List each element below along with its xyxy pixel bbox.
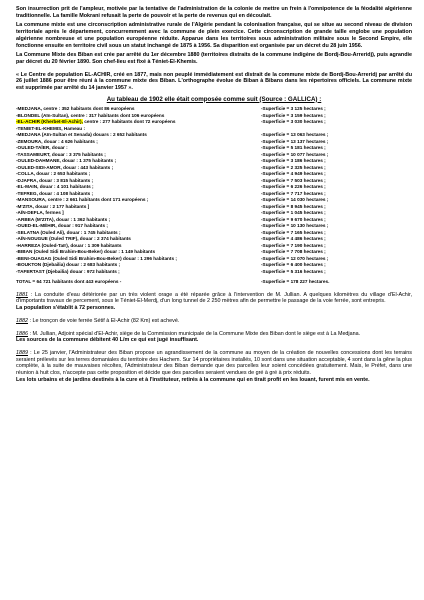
superficie-entry: -Superficie = 7 190 hectares ;	[261, 242, 326, 248]
commune-entry: -COLLA, douar : 2 653 habitants ;	[16, 171, 91, 177]
commune-entry: -MEDJANA, centre : 352 habitants dont 86 européens	[16, 106, 135, 112]
commune-entry: -EL-MAIN, douar : 4 101 habitants ;	[16, 184, 94, 190]
table-total-row	[16, 279, 412, 286]
commune-entry: -MANSOURA, centre : 2 661 habitants dont 171 européens ;	[16, 197, 149, 203]
superficie-entry: -Superficie = 2 325 hectares ;	[261, 164, 326, 170]
commune-entry: -MEDJANA (Aïn-Sultan et Senada) douars : 2 652 habitants	[16, 132, 147, 138]
commune-entry: -BOUKTON (Djebailia) douar : 2 683 habitants ;	[16, 262, 121, 268]
commune-entry: -AÏN-DEFLA, fermes ]	[16, 210, 64, 216]
superficie-entry: -Superficie = 13 137 hectares ;	[261, 138, 329, 144]
intro-paragraph-2: La commune mixte est une circonscription administrative rurale de l'Algérie pendant la colonisation française, qui se situe au second niveau de division territoriale après le département, concurremment avec la commune de plein exercice. Cette circonscription de grande taille englobe une population algérienne nombreuse et une population européenne réduite. Apparue dans les territoires sous administration militaire sous le Second Empire, elle fonctionne ensuite en territoire civil sous un statut inchangé de 1875 à 1956. Sa disparition est organisée par un décret du 28 juin 1956.	[16, 22, 412, 49]
superficie-entry: -Superficie = 7 165 hectares ;	[261, 229, 326, 235]
total-superficie: -Superficie = 178 227 hectares.	[261, 279, 330, 285]
event-paragraph	[16, 292, 412, 305]
table-title: Au tableau de 1902 elle était composée comme suit (Source : GALLICA) :	[106, 95, 322, 103]
event-text: : Le 25 janvier, l'Administrateur des Biban propose un agrandissement de la commune au moyen de la création de nouvelles concessions dont les terrains seraient prélevés sur les terres domaniales du territoire des Hachem. Sur 14 propriétaires installés, 10 sont dans une situation acceptable, 4 sont dans la gêne la plus complète, à la suite de mauvaises récoltes, l'Administrateur des Biban demande que des parcelles leur soient concédées gratuitement. Mais, le Préfet, dans une réunion à huit clos, n'accepte pas cette proposition et décide que des parcelles seraient vendues de gré à gré à prix réduits.	[16, 349, 412, 377]
superficie-entry: -Superficie = 9 670 hectares ;	[261, 216, 326, 222]
superficie-entry: -Superficie = 5 316 hectares ;	[261, 268, 326, 274]
event-year: 1882	[16, 317, 28, 324]
total-population: TOTAL = 64 721 habitants dont 443 européens -	[16, 279, 122, 285]
intro-paragraph-3: La Commune Mixte des Biban est crée par arrêté du 1er décembre 1880 (territoires distraits de la commune indigène de Bordj-Bou-Arreridj), puis agrandie par décret du 20 février 1890. Son chef-lieu est fixé à Téniet-El-Khemis.	[16, 52, 412, 65]
superficie-entry: -Superficie = 14 030 hectares ;	[261, 197, 329, 203]
superficie-entry: -Superficie = 4 949 hectares ;	[261, 171, 326, 177]
document-page	[16, 6, 412, 383]
commune-entry: -HARREZA (Ouled-Taïr), douar : 1 309 habitants	[16, 242, 122, 248]
commune-entry: -OULED-DAHMANE, douar : 1 375 habitants ;	[16, 158, 117, 164]
superficie-entry: -Superficie = 5 181 hectares ;	[261, 145, 326, 151]
superficie-entry: -Superficie = 1 045 hectares ;	[261, 210, 326, 216]
commune-entry: -TAFERTAST (Djebailia) douar : 972 habitants ;	[16, 268, 120, 274]
event-text: : La conduite d'eau détériorée par un très violent orage a été réparée grâce à l'intervention de M. Jullian. A quelques kilomètres du village d'El-Achir, d'importants travaux de percement, sous le Téniet-El-Merdj, d'un long tunnel de 2 250 mètres afin de permettre le passage de la voie ferrée, sont entrepris.	[16, 291, 412, 305]
commune-entry: -OULED-SIDI-AMOR, douar : 443 habitants ;	[16, 164, 114, 170]
commune-entry: -OUED-EL-MÉHIR, douar : 917 habitants ;	[16, 223, 108, 229]
commune-entry: -BLONDEL (Aïn-Sultan), centre : 317 habitants dont 106 européens	[16, 112, 165, 118]
commune-entry: -BIBAN (Ouled Sidi Brahim-Bou-Beker) douar : 1 149 habitants	[16, 249, 156, 255]
event-text: : M. Jullian, Adjoint spécial d'El-Achir, siège de la Commission municipale de la Commune Mixte des Biban dont le siège est à La Medjana.	[28, 330, 361, 337]
event-note: Les sources de la commune débitent 40 L/m ce qui est jugé insuffisant.	[16, 337, 199, 344]
commune-entry: -M'ZITA, douar : 2 177 habitants ]	[16, 203, 90, 209]
event-paragraph	[16, 350, 412, 377]
commune-entry: -BENI-OUAGAG (Ouled Sidi Brahim-Bou-Beker) douar : 1 296 habitants ;	[16, 255, 177, 261]
event-paragraph	[16, 318, 412, 325]
superficie-entry: -Superficie = 6 226 hectares ;	[261, 184, 326, 190]
commune-entry: -ZEMOURA, douar : 4 626 habitants ;	[16, 138, 98, 144]
commune-entry: -TASSAMEURT, douar : 3 375 habitants ;	[16, 151, 106, 157]
superficie-entry: -Superficie = 3 030 hectares ;	[261, 119, 326, 125]
highlighted-entry: -EL-ACHIR (Kherbet-El-Achir),	[16, 119, 83, 125]
superficie-entry: -Superficie = 7 708 hectares ;	[261, 249, 326, 255]
event-note: Les lots urbains et de jardins destinés à la cure et à l'instituteur, retirés à la commune qui en tirait profit en les louant, furent mis en vente.	[16, 376, 370, 383]
event-note: La population s'établit à 72 personnes.	[16, 305, 116, 312]
superficie-entry: -Superficie = 10 130 hectares ;	[261, 223, 329, 229]
superficie-entry: -Superficie = 7 717 hectares ;	[261, 190, 326, 196]
event-year: 1889	[16, 349, 28, 356]
superficie-entry: -Superficie = 8 945 hectares ;	[261, 203, 326, 209]
commune-entry: -ARBEA (M'ZITA), douar : 1 362 habitants ;	[16, 216, 111, 222]
superficie-entry: -Superficie = 7 503 hectares ;	[261, 177, 326, 183]
intro-quote: « Le Centre de population EL-ACHIR, créé en 1877, mais non peuplé immédiatement est distrait de la commune mixte de Bordj-Bou-Arreridj par arrêté du 26 juillet 1886 pour être réuni à la commune mixte des Biban. L'orthographe évolue de Biban à Bibans dans les répertoires officiels. La commune mixte est supprimée par arrêté du 14 janvier 1957 ».	[16, 71, 412, 92]
event-year: 1881	[16, 291, 28, 298]
commune-entry: -AÏN-NOUGUE (Ouled TRIF), douar : 2 374 habitants	[16, 236, 131, 242]
commune-entry: -TENIET-EL-KHEMIS, Hameau :	[16, 125, 86, 131]
superficie-entry: -Superficie = 3 159 hectares ;	[261, 112, 326, 118]
commune-entry: -OULED-TAÏER, douar :	[16, 145, 68, 151]
intro-paragraph-1: Son insurrection prit de l'ampleur, motivée par la tentative de l'administration de la colonie de mettre un frein à l'omnipotence de la féodalité algérienne traditionnelle. La famille Mokrani refusait la perte de pouvoir et la perte de revenus qui en découlait.	[16, 6, 412, 19]
superficie-entry: -Superficie = 6 400 hectares ;	[261, 262, 326, 268]
event-year: 1886	[16, 330, 28, 337]
superficie-entry: -Superficie = 12 070 hectares ;	[261, 255, 329, 261]
superficie-entry: -Superficie = 3 125 hectares ;	[261, 106, 326, 112]
superficie-entry: -Superficie = 10 077 hectares ;	[261, 151, 329, 157]
entry-details: centre : 277 habitants dont 72 européens	[84, 119, 176, 125]
population-table	[16, 106, 412, 275]
commune-entry: -TEFREG, douar : 4 108 habitants ;	[16, 190, 94, 196]
superficie-entry: -Superficie = 13 063 hectares ;	[261, 132, 329, 138]
event-text: : Le tronçon de voie ferrée Sétif à El-Achir (82 Km) est achevé.	[28, 317, 180, 324]
events-list	[16, 292, 412, 384]
superficie-entry: -Superficie = 3 186 hectares ;	[261, 158, 326, 164]
commune-entry: -SELATNA (Ouled Ali), douar : 1 745 habitants ;	[16, 229, 121, 235]
superficie-entry: -Superficie = 4 486 hectares ;	[261, 236, 326, 242]
event-paragraph	[16, 331, 412, 338]
commune-entry: -DJAFRA, douar : 3 815 habitants ;	[16, 177, 94, 183]
table-row	[16, 269, 412, 276]
